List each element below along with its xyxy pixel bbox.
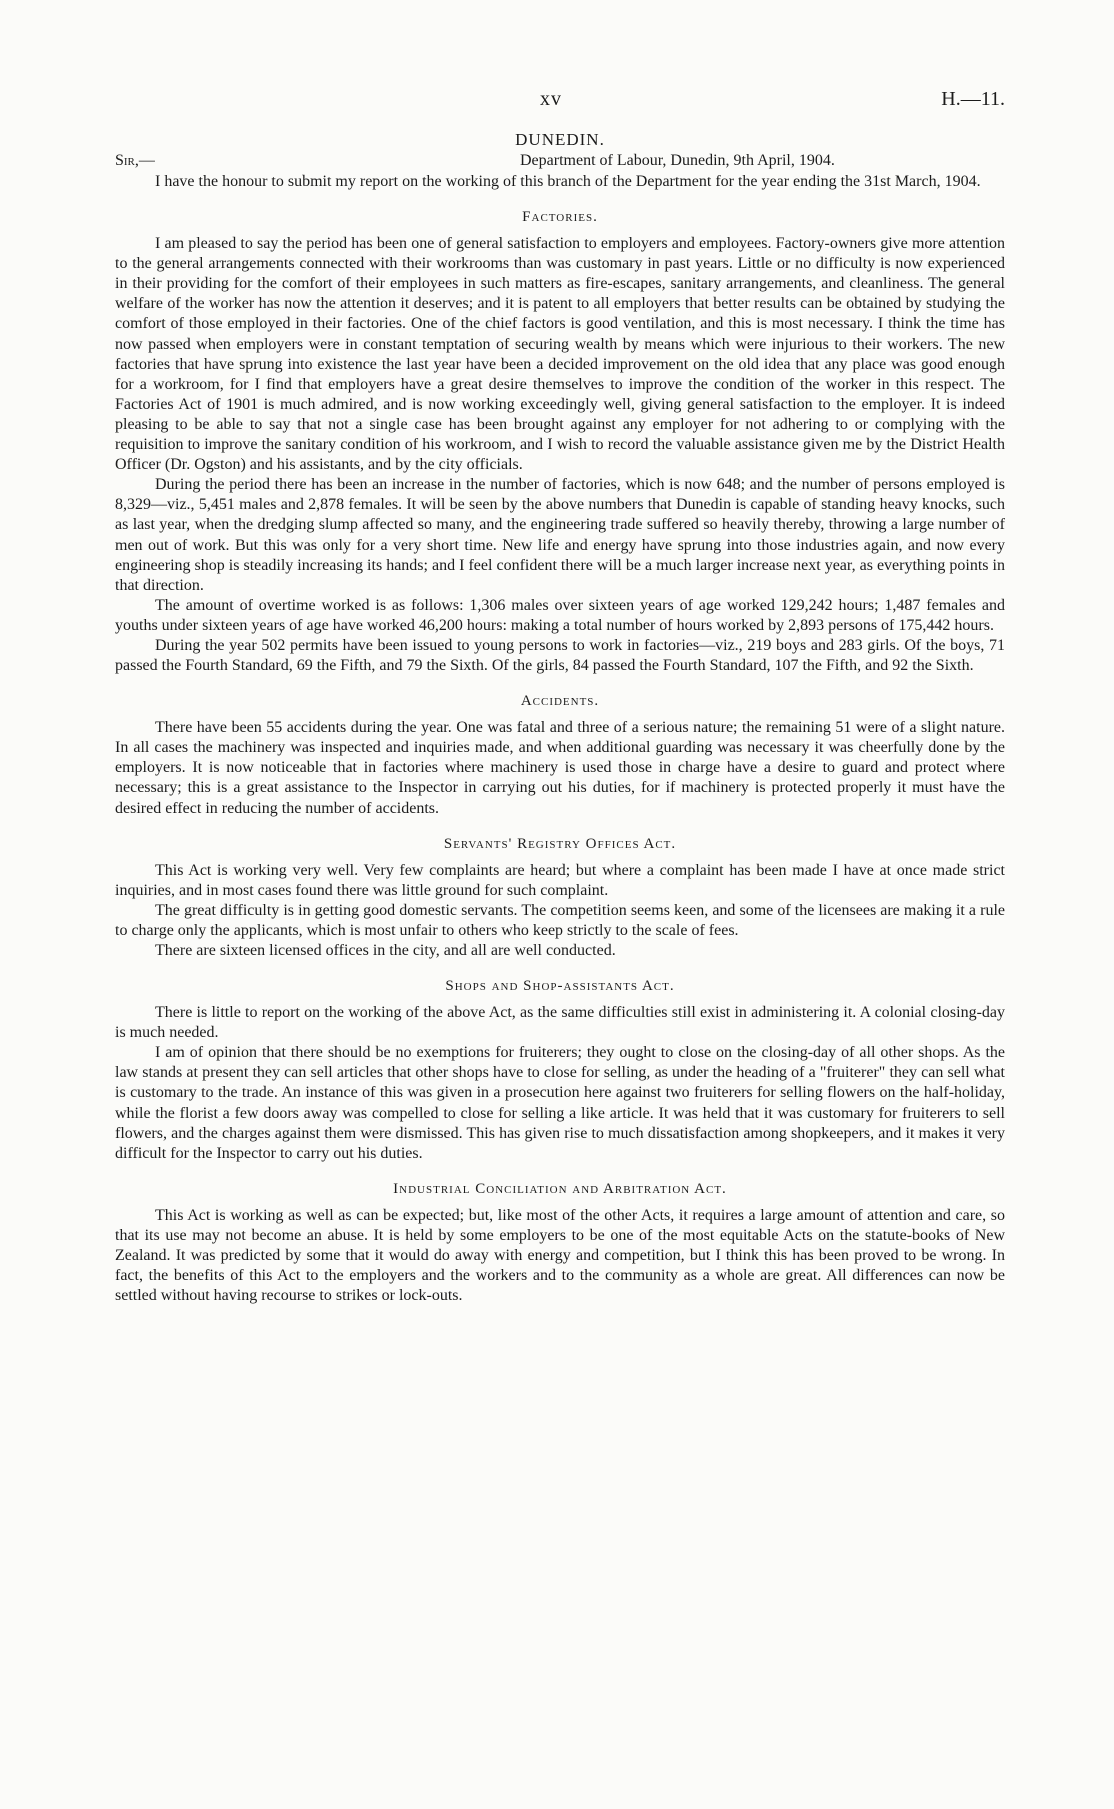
paragraph: I am of opinion that there should be no exemptions for fruiterers; they ought to close on the closing-day of all other shops. As the law stands at present they can sell articles that other shops have to close for selling, as under the heading of a "fruiterer" they can sell what is customary to the trade. An instance of this was given in a prosecution here against two fruiterers for selling flowers on the half-holiday, while the florist a few doors away was compelled to close for selling a like article. It was held that it was customary for fruiterers to sell flowers, and the charges against them were dismissed. This has given rise to much dissatisfaction among shopkeepers, and it makes it very difficult for the Inspector to carry out his duties. <box>115 1044 1005 1162</box>
page-header <box>115 88 1005 118</box>
paragraph: There have been 55 accidents during the year. One was fatal and three of a serious nature; the remaining 51 were of a slight nature. In all cases the machinery was inspected and inquiries made, and when additional guarding was necessary it was cheerfully done by the employers. It is now noticeable that in factories where machinery is used those in charge have a desire to guard and protect where necessary; this is a great assistance to the Inspector in carrying out his duties, for if machinery is protected properly it must have the desired effect in reducing the number of accidents. <box>115 719 1005 817</box>
page-number: xv <box>540 88 562 110</box>
section-heading: Servants' Registry Offices Act. <box>443 835 677 852</box>
document-reference: H.—11. <box>941 88 1005 110</box>
paragraph: The great difficulty is in getting good domestic servants. The competition seems keen, and some of the licensees are making it a rule to charge only the applicants, which is most unfair to others who keep strictly to the scale of fees. <box>115 901 1005 939</box>
city-heading: DUNEDIN. <box>515 130 605 149</box>
section-servants-registry <box>115 835 1005 961</box>
section-accidents <box>115 692 1005 818</box>
paragraph: I am pleased to say the period has been one of general satisfaction to employers and employees. Factory-owners give more attention to the general arrangements connected with their workrooms than was customary in past years. Little or no difficulty is now experienced in their providing for the comfort of their employees in such matters as fire-escapes, sanitary arrangements, and cleanliness. The general welfare of the worker has now the attention it deserves; and it is patent to all employers that better results can be obtained by studying the comfort of those employed in their factories. One of the chief factors is good ventilation, and this is most necessary. I think the time has now passed when employers were in constant temptation of securing wealth by means which were injurious to their workers. The new factories that have sprung into existence the last year have been a decided improvement on the old idea that any place was good enough for a workroom, for I find that employers have a great desire themselves to improve the condition of the worker in this respect. The Factories Act of 1901 is much admired, and is now working exceedingly well, giving general satisfaction to the employer. It is indeed pleasing to be able to say that not a single case has been brought against any employer for not adhering to or complying with the requisition to improve the sanitary condition of his workroom, and I wish to record the valuable assistance given me by the District Health Officer (Dr. Ogston) and his assistants, and by the city officials. <box>115 235 1005 474</box>
section-shops <box>115 977 1005 1164</box>
paragraph: During the year 502 permits have been issued to young persons to work in factories—viz., 219 boys and 283 girls. Of the boys, 71 passed the Fourth Standard, 69 the Fifth, and 79 the Sixth. Of the girls, 84 passed the Fourth Standard, 107 the Fifth, and 92 the Sixth. <box>115 636 1005 675</box>
paragraph: The amount of overtime worked is as follows: 1,306 males over sixteen years of age worked 129,242 hours; 1,487 females and youths under sixteen years of age have worked 46,200 hours: making a total number of hours worked by 2,893 persons of 175,442 hours. <box>115 596 1005 634</box>
section-heading: Industrial Conciliation and Arbitration Act. <box>393 1180 727 1197</box>
section-heading: Shops and Shop-assistants Act. <box>445 978 675 995</box>
section-heading: Factories. <box>522 209 598 226</box>
dateline: Department of Labour, Dunedin, 9th April, 1904. <box>520 152 835 169</box>
salutation-line <box>115 150 1005 172</box>
section-arbitration <box>115 1180 1005 1306</box>
paragraph: There are sixteen licensed offices in the city, and all are well conducted. <box>155 942 616 959</box>
section-heading: Accidents. <box>520 693 600 710</box>
paragraph: During the period there has been an increase in the number of factories, which is now 648; and the number of persons employed is 8,329—viz., 5,451 males and 2,878 females. It will be seen by the above numbers that Dunedin is capable of standing heavy knocks, such as last year, when the dredging slump affected so many, and the engineering trade suffered so heavily thereby, throwing a large number of men out of work. But this was only for a very short time. New life and energy have sprung into those industries again, and now every engineering shop is steadily increasing its hands; and I feel confident there will be a much larger increase next year, as everything points in that direction. <box>115 476 1005 594</box>
intro-paragraph: I have the honour to submit my report on the working of this branch of the Department for the year ending the 31st March, 1904. <box>155 173 981 190</box>
document-page <box>115 88 1005 1306</box>
paragraph: This Act is working very well. Very few complaints are heard; but where a complaint has been made I have at once made strict inquiries, and in most cases found there was little ground for such complaint. <box>115 861 1005 899</box>
section-factories <box>115 208 1005 676</box>
salutation: Sir,— <box>115 152 155 169</box>
paragraph: There is little to report on the working of the above Act, as the same difficulties still exist in administering it. A colonial closing-day is much needed. <box>115 1004 1005 1042</box>
paragraph: This Act is working as well as can be expected; but, like most of the other Acts, it requires a large amount of attention and care, so that its use may not become an abuse. It is held by some employers to be one of the most equitable Acts on the statute-books of New Zealand. It was predicted by some that it would do away with energy and competition, but I think this has been proved to be wrong. In fact, the benefits of this Act to the employers and the workers and to the community as a whole are great. All differences can now be settled without having recourse to strikes or lock-outs. <box>115 1206 1005 1305</box>
